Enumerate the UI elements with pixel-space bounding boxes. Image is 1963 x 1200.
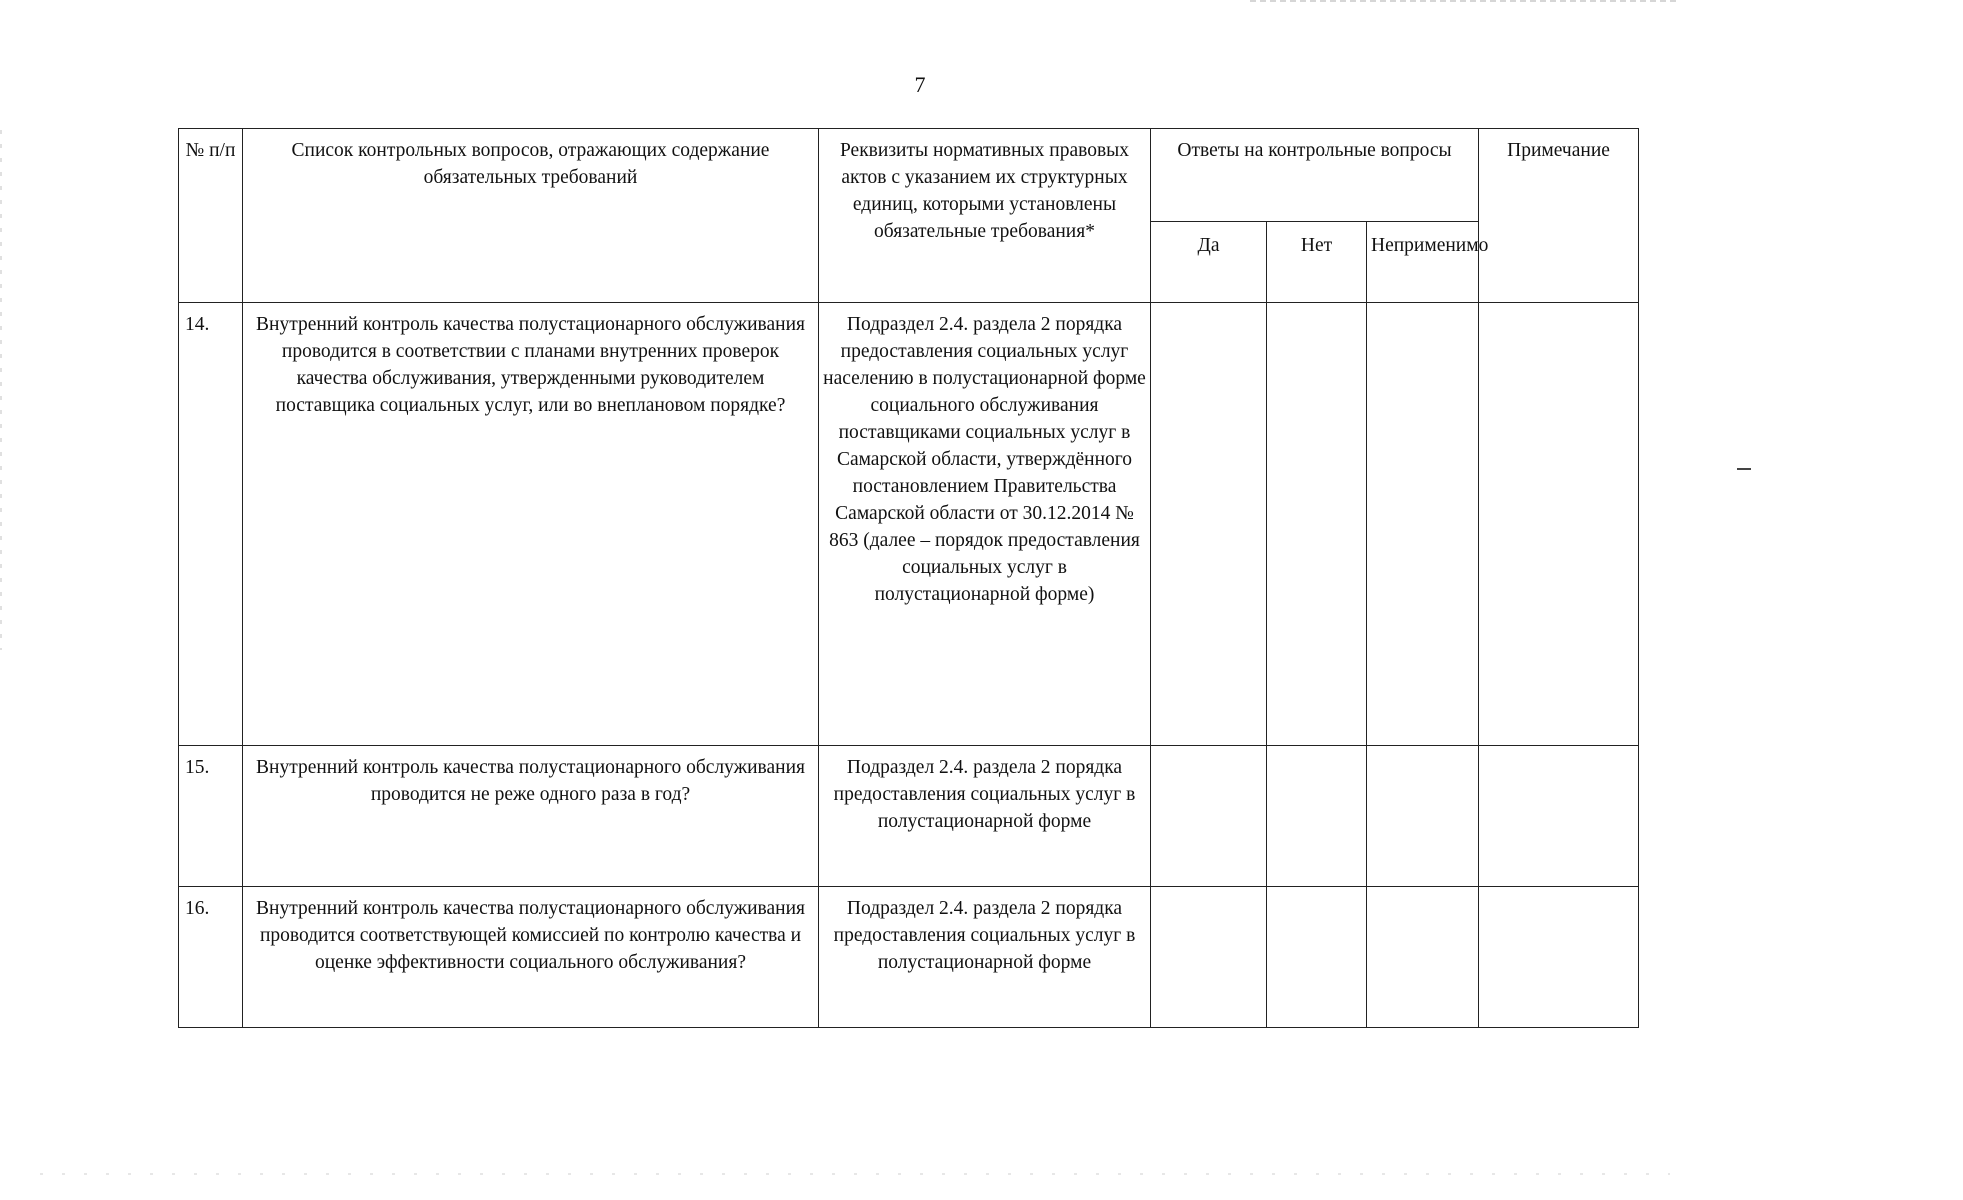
header-row (179, 129, 1639, 222)
row-requisites: Подраздел 2.4. раздела 2 порядка предоставления социальных услуг в полустационарной форме (819, 887, 1151, 1028)
row-requisites: Подраздел 2.4. раздела 2 порядка предоставления социальных услуг в полустационарной форме (819, 746, 1151, 887)
row-number: 16. (179, 887, 243, 1028)
row-question: Внутренний контроль качества полустационарного обслуживания проводится не реже одного раза в год? (243, 746, 819, 887)
answer-not-applicable-cell[interactable] (1367, 887, 1479, 1028)
answer-not-applicable-cell[interactable] (1367, 746, 1479, 887)
answer-yes-cell[interactable] (1151, 303, 1267, 746)
scan-artifact-top (1250, 0, 1680, 2)
header-not-applicable: Неприменимо (1367, 222, 1479, 303)
answer-not-applicable-cell[interactable] (1367, 303, 1479, 746)
checklist-table (178, 128, 1639, 1028)
answer-yes-cell[interactable] (1151, 746, 1267, 887)
row-question: Внутренний контроль качества полустационарного обслуживания проводится в соответствии с планами внутренних проверок качества обслуживания, утвержденными руководителем поставщика социальных услуг, или во внеплановом порядке? (243, 303, 819, 746)
header-note: Примечание (1479, 129, 1639, 303)
scan-artifact-left (0, 130, 2, 650)
note-cell[interactable] (1479, 303, 1639, 746)
page-number: 7 (914, 72, 926, 97)
header-num: № п/п (179, 129, 243, 303)
header-no: Нет (1267, 222, 1367, 303)
answer-no-cell[interactable] (1267, 303, 1367, 746)
note-cell[interactable] (1479, 746, 1639, 887)
row-number: 14. (179, 303, 243, 746)
note-cell[interactable] (1479, 887, 1639, 1028)
row-number: 15. (179, 746, 243, 887)
header-yes: Да (1151, 222, 1267, 303)
answer-yes-cell[interactable] (1151, 887, 1267, 1028)
table-row (179, 746, 1639, 887)
header-question: Список контрольных вопросов, отражающих содержание обязательных требований (243, 129, 819, 303)
table-row (179, 303, 1639, 746)
scan-artifact-dash (1737, 468, 1751, 470)
header-answers: Ответы на контрольные вопросы (1151, 129, 1479, 222)
table-row (179, 887, 1639, 1028)
scan-artifact-bottom (40, 1173, 1670, 1175)
row-question: Внутренний контроль качества полустационарного обслуживания проводится соответствующей комиссией по контролю качества и оценке эффективности социального обслуживания? (243, 887, 819, 1028)
answer-no-cell[interactable] (1267, 887, 1367, 1028)
answer-no-cell[interactable] (1267, 746, 1367, 887)
row-requisites: Подраздел 2.4. раздела 2 порядка предоставления социальных услуг населению в полустационарной форме социального обслуживания поставщиками социальных услуг в Самарской области, утверждённого постановлением Правительства Самарской области от 30.12.2014 № 863 (далее – порядок предоставления социальных услуг в полустационарной форме) (819, 303, 1151, 746)
header-requisites: Реквизиты нормативных правовых актов с указанием их структурных единиц, которыми установлены обязательные требования* (819, 129, 1151, 303)
